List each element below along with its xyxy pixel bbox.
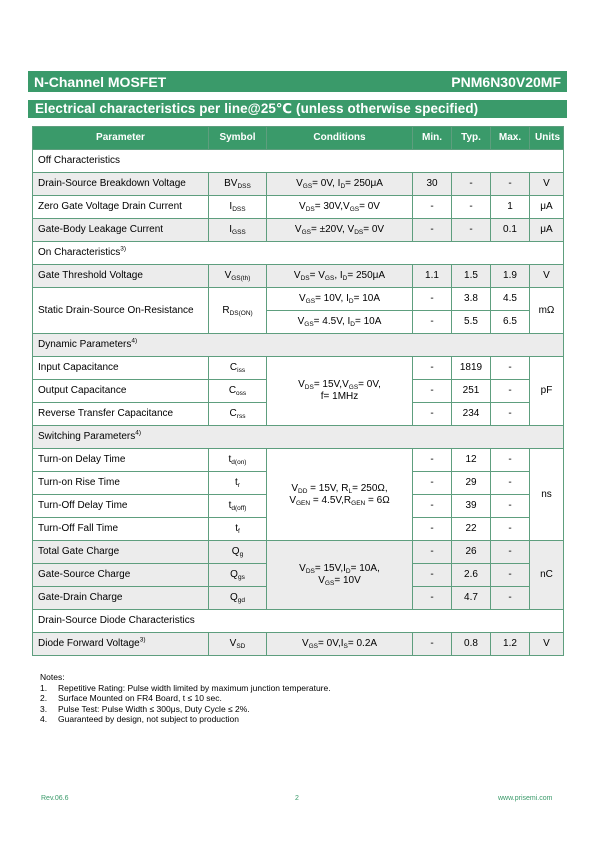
min-cell: - <box>413 472 452 495</box>
col-symbol: Symbol <box>209 127 267 150</box>
min-cell: - <box>413 219 452 242</box>
symbol-cell: $C_{oss}$ <box>209 380 267 403</box>
symbol-cell: $V_{SD}$ <box>209 633 267 656</box>
typ-cell: 12 <box>452 449 491 472</box>
unit-cell: V <box>530 265 564 288</box>
section-row-dynamic <box>33 334 564 357</box>
notes-block <box>40 672 331 725</box>
table-row <box>33 173 564 196</box>
min-cell: 30 <box>413 173 452 196</box>
unit-cell: ns <box>530 449 564 541</box>
notes-title: Notes: <box>40 672 65 682</box>
max-cell: - <box>491 587 530 610</box>
typ-cell: - <box>452 196 491 219</box>
section-label: Dynamic Parameters$^{4)}$ <box>33 334 564 357</box>
col-parameter: Parameter <box>33 127 209 150</box>
section-row-off <box>33 150 564 173</box>
header-bar <box>28 71 567 92</box>
typ-cell: 39 <box>452 495 491 518</box>
typ-cell: 26 <box>452 541 491 564</box>
conditions-cell: $V_{GS}= \pm 20V$, $V_{DS}= 0V$ <box>267 219 413 242</box>
max-cell: 1.9 <box>491 265 530 288</box>
param-cell: Turn-Off Fall Time <box>33 518 209 541</box>
min-cell: - <box>413 541 452 564</box>
param-cell: Turn-Off Delay Time <box>33 495 209 518</box>
typ-cell: 1819 <box>452 357 491 380</box>
param-cell: Turn-on Delay Time <box>33 449 209 472</box>
param-cell: Input Capacitance <box>33 357 209 380</box>
part-number: PNM6N30V20MF <box>451 73 561 90</box>
symbol-cell: $t_r$ <box>209 472 267 495</box>
typ-cell: 251 <box>452 380 491 403</box>
table-row <box>33 541 564 564</box>
symbol-cell: $t_f$ <box>209 518 267 541</box>
min-cell: - <box>413 449 452 472</box>
table-row <box>33 633 564 656</box>
note-item: 2. Surface Mounted on FR4 Board, t ≤ 10 sec. <box>40 693 222 703</box>
typ-cell: 5.5 <box>452 311 491 334</box>
param-cell: Static Drain-Source On-Resistance <box>33 288 209 334</box>
min-cell: - <box>413 288 452 311</box>
max-cell: - <box>491 357 530 380</box>
header-title: N-Channel MOSFET <box>34 73 167 90</box>
footer-revision: Rev.06.6 <box>41 795 69 802</box>
unit-cell: nC <box>530 541 564 610</box>
param-cell: Gate-Drain Charge <box>33 587 209 610</box>
max-cell: 1 <box>491 196 530 219</box>
section-label: Off Characteristics <box>33 150 564 173</box>
unit-cell: pF <box>530 357 564 426</box>
max-cell: - <box>491 518 530 541</box>
table-row <box>33 219 564 242</box>
symbol-cell: $Q_{gd}$ <box>209 587 267 610</box>
max-cell: - <box>491 449 530 472</box>
symbol-cell: $R_{DS(ON)}$ <box>209 288 267 334</box>
col-typ: Typ. <box>452 127 491 150</box>
max-cell: - <box>491 472 530 495</box>
footer-url[interactable]: www.prisemi.com <box>498 795 553 802</box>
param-cell: Output Capacitance <box>33 380 209 403</box>
symbol-cell: $BV_{DSS}$ <box>209 173 267 196</box>
symbol-cell: $I_{DSS}$ <box>209 196 267 219</box>
min-cell: - <box>413 495 452 518</box>
typ-cell: 1.5 <box>452 265 491 288</box>
symbol-cell: $C_{iss}$ <box>209 357 267 380</box>
col-conditions: Conditions <box>267 127 413 150</box>
max-cell: - <box>491 541 530 564</box>
table-row <box>33 449 564 472</box>
param-cell: Gate-Body Leakage Current <box>33 219 209 242</box>
note-item: 1. Repetitive Rating: Pulse width limited by maximum junction temperature. <box>40 682 331 693</box>
symbol-cell: $I_{GSS}$ <box>209 219 267 242</box>
typ-cell: 0.8 <box>452 633 491 656</box>
min-cell: - <box>413 196 452 219</box>
symbol-cell: $Q_{gs}$ <box>209 564 267 587</box>
col-units: Units <box>530 127 564 150</box>
section-title: Electrical characteristics per line@25℃ (unless otherwise specified) <box>35 101 479 116</box>
conditions-cell: $V_{GS}= 10V$, $I_D= 10A$ <box>267 288 413 311</box>
section-row-on <box>33 242 564 265</box>
section-row-diode <box>33 610 564 633</box>
note-item: 3. Pulse Test: Pulse Width ≤ 300μs, Duty Cycle ≤ 2%. <box>40 703 250 714</box>
unit-cell: mΩ <box>530 288 564 334</box>
max-cell: - <box>491 173 530 196</box>
section-label: On Characteristics$^{3)}$ <box>33 242 564 265</box>
min-cell: - <box>413 357 452 380</box>
unit-cell: μA <box>530 196 564 219</box>
section-title-bar <box>28 100 567 118</box>
typ-cell: 2.6 <box>452 564 491 587</box>
conditions-cell: $V_{DD} = 15V$, $R_L= 250\Omega$, $V_{GEN} = 4.5V,R_{GEN} = 6\Omega$ <box>267 449 413 541</box>
max-cell: 1.2 <box>491 633 530 656</box>
min-cell: - <box>413 633 452 656</box>
symbol-cell: $Q_g$ <box>209 541 267 564</box>
symbol-cell: $V_{GS(th)}$ <box>209 265 267 288</box>
conditions-cell: $V_{DS}= 15V,V_{GS}= 0V$, f= 1MHz <box>267 357 413 426</box>
section-row-switching <box>33 426 564 449</box>
typ-cell: 22 <box>452 518 491 541</box>
min-cell: 1.1 <box>413 265 452 288</box>
typ-cell: - <box>452 173 491 196</box>
symbol-cell: $C_{rss}$ <box>209 403 267 426</box>
max-cell: - <box>491 495 530 518</box>
electrical-characteristics-table <box>32 126 564 656</box>
max-cell: 0.1 <box>491 219 530 242</box>
typ-cell: - <box>452 219 491 242</box>
footer-page-number: 2 <box>295 795 299 802</box>
min-cell: - <box>413 311 452 334</box>
typ-cell: 3.8 <box>452 288 491 311</box>
param-cell: Gate Threshold Voltage <box>33 265 209 288</box>
max-cell: 6.5 <box>491 311 530 334</box>
table-row <box>33 288 564 311</box>
min-cell: - <box>413 564 452 587</box>
typ-cell: 4.7 <box>452 587 491 610</box>
col-min: Min. <box>413 127 452 150</box>
conditions-cell: $V_{GS}= 4.5V$, $I_D= 10A$ <box>267 311 413 334</box>
param-cell: Diode Forward Voltage$^{3)}$ <box>33 633 209 656</box>
unit-cell: μA <box>530 219 564 242</box>
conditions-cell: $V_{DS}= 30V,V_{GS}= 0V$ <box>267 196 413 219</box>
table-header-row <box>33 127 564 150</box>
min-cell: - <box>413 587 452 610</box>
param-cell: Zero Gate Voltage Drain Current <box>33 196 209 219</box>
max-cell: - <box>491 380 530 403</box>
table-row <box>33 265 564 288</box>
max-cell: - <box>491 403 530 426</box>
unit-cell: V <box>530 173 564 196</box>
max-cell: - <box>491 564 530 587</box>
section-label: Drain-Source Diode Characteristics <box>33 610 564 633</box>
min-cell: - <box>413 380 452 403</box>
symbol-cell: $t_{d(off)}$ <box>209 495 267 518</box>
min-cell: - <box>413 403 452 426</box>
max-cell: 4.5 <box>491 288 530 311</box>
param-cell: Turn-on Rise Time <box>33 472 209 495</box>
typ-cell: 234 <box>452 403 491 426</box>
conditions-cell: $V_{DS}= V_{GS}$, $I_D= 250\mu A$ <box>267 265 413 288</box>
unit-cell: V <box>530 633 564 656</box>
symbol-cell: $t_{d(on)}$ <box>209 449 267 472</box>
table-row <box>33 196 564 219</box>
note-item: 4. Guaranteed by design, not subject to production <box>40 714 239 724</box>
conditions-cell: $V_{GS}= 0V$, $I_D= 250\mu A$ <box>267 173 413 196</box>
param-cell: Total Gate Charge <box>33 541 209 564</box>
section-label: Switching Parameters$^{4)}$ <box>33 426 564 449</box>
table-row <box>33 357 564 380</box>
param-cell: Reverse Transfer Capacitance <box>33 403 209 426</box>
param-cell: Drain-Source Breakdown Voltage <box>33 173 209 196</box>
col-max: Max. <box>491 127 530 150</box>
conditions-cell: $V_{DS}= 15V,I_D= 10A$, $V_{GS}= 10V$ <box>267 541 413 610</box>
min-cell: - <box>413 518 452 541</box>
typ-cell: 29 <box>452 472 491 495</box>
param-cell: Gate-Source Charge <box>33 564 209 587</box>
conditions-cell: $V_{GS}= 0V,I_S= 0.2A$ <box>267 633 413 656</box>
